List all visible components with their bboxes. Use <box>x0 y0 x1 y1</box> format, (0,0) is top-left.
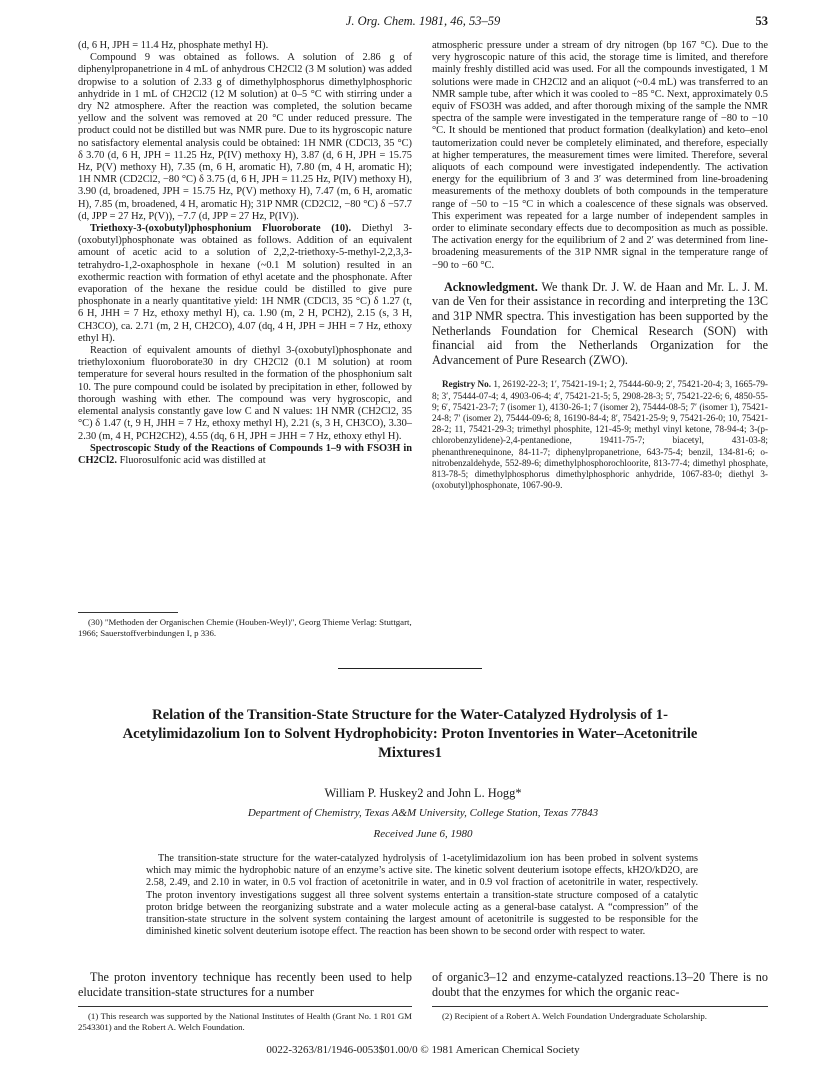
paragraph: atmospheric pressure under a stream of dry nitrogen (bp 167 °C). Due to the very hygroscopic nature of this acid, the storage time is limited, and therefore mainly freshly distilled acid was used. For all the compounds investigated, 1 M solutions were made in CH2Cl2 and an aliquot (~0.4 mL) was transferred to an NMR sample tube, after which it was cooled to −85 °C. Next, approximately 0.5 equiv of FSO3H was added, and after thorough mixing of the sample the NMR spectra of the sample were investigated in the temperature range of −80 to −10 °C. It should be mentioned that product formation (dealkylation) and keto–enol tautomerization could never be completely eliminated, and therefore, especially at higher temperatures, the measurement times were limited. Therefore, several aliquots of each compound were investigated independently. The activation energy for the equilibrium of 3 and 3′ was determined from line-broadening measurements of the methoxy doublets of both compounds in the temperature range of −50 to −15 °C in which a coalescence of these signals was observed. This experiment was repeated for a large number of independent samples in order to eliminate secondary effects due to decomposition as much as possible. The activation energy for the equilibrium of 2 and 2′ was determined from line-broadening measurements of the 31P NMR signal in the temperature range of −90 to −60 °C. <box>432 40 768 271</box>
acknowledgment: Acknowledgment. We thank Dr. J. W. de Haan and Mr. L. J. M. van de Ven for their assistance in recording and interpreting the 13C and 31P NMR spectra. This investigation has been supported by the Netherlands Foundation for Chemical Research (SON) with financial aid from the Netherlands Organization for the Advancement of Pure Research (ZWO). <box>432 279 768 367</box>
paragraph: Reaction of equivalent amounts of diethyl 3-(oxobutyl)phosphonate and triethyloxonium fluoroborate30 in dry CH2Cl2 (0.1 M solution) at room temperature for several hours resulted in the formation of the phosphonium salt 10. The pure compound could be isolated by precipitation in ether, followed by thorough washing with ether. The compound was very hygroscopic, and elemental analysis constantly gave low C and N values: 1H NMR (CH2Cl2, 35 °C) δ 1.47 (t, 9 H, JHH = 7 Hz, ethoxy methyl H), 2.21 (s, 3 H, CH3CO), 3.30–2.30 (m, 4 H, PCH2CH2), 4.55 (dq, 6 H, JPH = JHH = 7 Hz, ethoxy ethyl H). <box>78 345 412 442</box>
footnote-2: (2) Recipient of a Robert A. Welch Foundation Undergraduate Scholarship. <box>442 1011 708 1021</box>
page-number: 53 <box>755 14 768 28</box>
paragraph: Compound 9 was obtained as follows. A solution of 2.86 g of diphenylpropanetrione in 4 mL of anhydrous CH2Cl2 (3 M solution) was added dropwise to a solution of 2.33 g of dimethylphosphorus dimethylphosphoric anhydride in 1 mL of CH2Cl2 (12 M solution) at 0–5 °C with stirring under a dry N2 atmosphere. After the reaction was completed, the solution became yellow and the solvent was removed at 20 °C under reduced pressure. The product could not be distilled but was NMR pure. Due to its hygroscopic nature no satisfactory elemental analysis could be obtained: 1H NMR (CDCl3, 35 °C) δ 3.70 (d, 6 H, JPH = 11.25 Hz, P(IV) methoxy H), 3.87 (d, 6 H, JPH = 15.75 Hz, P(V) methoxy H), 7.35 (m, 6 H, aromatic H), 7.80 (m, 4 H, aromatic H); 1H NMR (CD2Cl2, −80 °C) δ 3.75 (d, 6 H, JPH = 11.25 Hz, P(IV) methoxy H), 3.90 (d, broadened, JPH = 15.75 Hz, P(V) methoxy H), 7.47 (m, 6 H, aromatic H), 7.85 (m, broadened, 4 H, aromatic H); 31P NMR (CD2Cl2, −80 °C) δ −57.7 (d, JPP = 27 Hz, P(V)), −7.7 (d, JPP = 27 Hz, P(IV)). <box>78 52 412 222</box>
paragraph-heading: Triethoxy-3-(oxobutyl)phosphonium Fluoroborate (10). <box>90 223 352 235</box>
registry-numbers: Registry No. 1, 26192-22-3; 1′, 75421-19-1; 2, 75444-60-9; 2′, 75421-20-4; 3, 1665-79-8; 3′, 75444-07-4; 4, 4903-06-4; 4′, 75421-21-5; 5, 2908-28-3; 5′, 75421-22-6; 6, 4850-55-9; 6′, 75421-23-7; 7 (isomer 1), 4130-26-1; 7 (isomer 2), 75444-08-5; 7′ (isomer 1), 75421-24-8; 7′ (isomer 2), 75444-09-6; 8, 16190-84-4; 8′, 75421-25-9; 9, 75421-26-0; 10, 75421-28-2; 11, 75421-29-3; trimethyl phosphite, 121-45-9; methyl vinyl ketone, 78-94-4; 3-(p-chlorobenzylidene)-2,4-pentanedione, 19411-75-7; biacetyl, 431-03-8; phenanthrenequinone, 84-11-7; diphenylpropanetrione, 643-75-4; benzil, 134-81-6; o-nitrobenzaldehyde, 552-89-6; dimethylphosphorochloorite, 813-77-4; dimethyl phosphate, 813-78-5; dimethylphosphorus dimethylphosphoric anhydride, 1067-83-0; diethyl 3-(oxobutyl)phosphonate, 1067-90-9. <box>432 379 768 491</box>
footnote-rule <box>78 612 178 613</box>
footnote-rule <box>78 1006 412 1007</box>
article-title: Relation of the Transition-State Structure for the Water-Catalyzed Hydrolysis of 1-Acetylimidazolium Ion to Solvent Hydrophobicity: Proton Inventories in Water–Acetonitrile Mixtures1 <box>122 707 698 761</box>
abstract-text: The transition-state structure for the water-catalyzed hydrolysis of 1-acetylimidazolium ion has been probed in solvent systems which may mimic the hydrophobic nature of an enzyme’s active site. The kinetic solvent deuterium isotope effects, kH2O/kD2O, are 2.58, 2.49, and 2.10 in water, in 0.5 vol fraction of acetonitrile in water, and in 0.9 vol fraction of acetonitrile in water, respectively. The proton inventory investigations suggest all three solvent systems entertain a transition-state structure composed of a catalytic proton bridge between the reorganizing substrate and a water molecule acting as a general-base catalyst. A “compression” of the transition-state structure in the solvent system containing the largest amount of acetonitrile is suggested to be responsible for the diminished kinetic solvent deuterium isotope effect. The reaction has been shown to be second order with respect to water. <box>146 853 698 938</box>
left-column <box>78 40 412 467</box>
article-authors: William P. Huskey2 and John L. Hogg* <box>324 786 522 800</box>
paragraph: Spectroscopic Study of the Reactions of Compounds 1–9 with FSO3H in CH2Cl2. Fluorosulfonic acid was distilled at <box>78 442 412 466</box>
paragraph: of organic3–12 and enzyme-catalyzed reactions.13–20 There is no doubt that the enzymes for which the organic reac- <box>432 970 768 999</box>
paragraph-heading: Spectroscopic Study of the Reactions of Compounds 1–9 with FSO3H in CH2Cl2. <box>78 442 412 466</box>
paragraph: Triethoxy-3-(oxobutyl)phosphonium Fluoroborate (10). Diethyl 3-(oxobutyl)phosphonate was obtained as follows. Addition of an equivalent amount of acetic acid to a solution of 2,2,2-triethoxy-5-methyl-2,2,3,3-tetrahydro-1,2-oxaphosphole in hexane (~0.1 M solution) resulted in an exothermic reaction with formation of ethyl acetate and the phosphonate. After evaporation of the hexane the residue could be distilled to give pure phosphonate in a nearly quantitative yield: 1H NMR (CDCl3, 35 °C) δ 1.27 (t, 6 H, JHH = 7 Hz, ethoxy methyl H), ca. 1.90 (m, 2 H, PCH2), 2.15 (s, 3 H, CH3CO), ca. 2.71 (m, 2 H, CH2CO), 4.07 (dq, 4 H, JPH = JHH = 7 Hz, ethoxy ethyl H). <box>78 223 412 344</box>
registry-heading: Registry No. <box>442 379 492 390</box>
left-footnote <box>78 612 412 639</box>
right-column <box>432 40 768 491</box>
page-footer: 0022-3263/81/1946-0053$01.00/0 © 1981 American Chemical Society <box>266 1044 580 1056</box>
journal-citation: 1981, 46, 53–59 <box>418 14 501 28</box>
intro-left <box>78 970 412 999</box>
received-date: Received June 6, 1980 <box>373 828 473 840</box>
footnote-rule <box>432 1006 768 1007</box>
footnote-left <box>78 1006 412 1033</box>
section-divider <box>338 668 482 669</box>
abstract <box>146 853 698 938</box>
footnote-right <box>432 1006 768 1022</box>
footnote-1: (1) This research was supported by the National Institutes of Health (Grant No. 1 R01 GM 2543301) and the Robert A. Welch Foundation. <box>78 1011 412 1032</box>
running-header <box>78 14 768 32</box>
paragraph: (d, 6 H, JPH = 11.4 Hz, phosphate methyl H). <box>78 40 269 51</box>
paragraph: The proton inventory technique has recently been used to help elucidate transition-state structures for a number <box>78 970 412 999</box>
journal-name: J. Org. Chem. <box>345 14 416 28</box>
author-affiliation: Department of Chemistry, Texas A&M University, College Station, Texas 77843 <box>247 807 599 819</box>
footnote-30: (30) "Methoden der Organischen Chemie (Houben-Weyl)", Georg Thieme Verlag: Stuttgart, 1966; Sauerstoffverbindungen I, p 336. <box>78 617 412 638</box>
acknowledgment-heading: Acknowledgment. <box>444 279 538 294</box>
intro-right <box>432 970 768 999</box>
